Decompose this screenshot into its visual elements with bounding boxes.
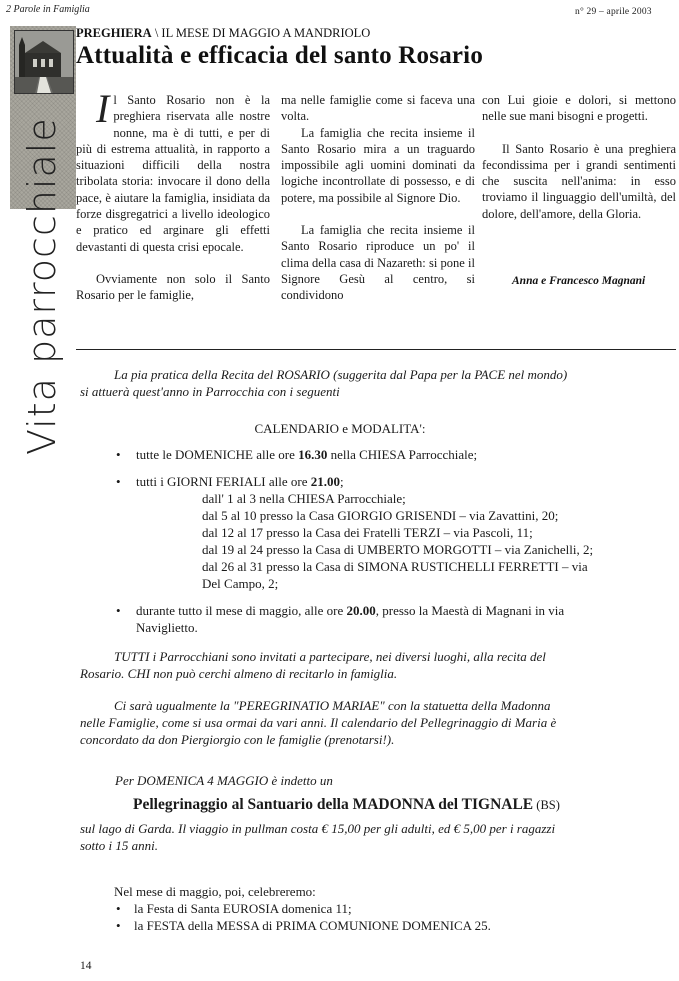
article-kicker — [76, 26, 370, 41]
province: (BS) — [533, 798, 560, 812]
schedule-line: dal 19 al 24 presso la Casa di UMBERTO MORGOTTI – via Zanichelli, 2; — [202, 542, 594, 557]
text-line: Ci sarà ugualmente la "PEREGRINATIO MARIAE" con la statuetta della Madonna — [114, 698, 551, 713]
pilgrimage-title — [133, 796, 560, 814]
schedule-line: dal 12 al 17 presso la Casa dei Fratelli TERZI – via Pascoli, 11; — [202, 525, 533, 540]
intro-line-2: si attuerà quest'anno in Parrocchia con i seguenti — [80, 384, 340, 399]
may-celebrations — [114, 883, 674, 934]
peregrinatio-paragraph — [80, 697, 676, 748]
page-number: 14 — [80, 960, 92, 972]
text-line: Rosario. CHI non può cerchi almeno di recitarlo in famiglia. — [80, 666, 398, 681]
weekday-schedule — [136, 490, 672, 592]
schedule-item-maesta — [112, 602, 672, 636]
article-column-2 — [281, 92, 475, 304]
time: 20.00 — [346, 603, 376, 618]
bullet-icon: • — [116, 603, 121, 618]
invitation-paragraph — [80, 648, 676, 682]
text-line: sul lago di Garda. Il viaggio in pullman costa € 15,00 per gli adulti, ed € 5,00 per i ragazzi — [80, 821, 556, 836]
may-event — [114, 900, 674, 917]
article-column-3 — [482, 92, 676, 222]
text-line: concordato da don Piergiorgio con le famiglie (prenotarsi!). — [80, 732, 395, 747]
schedule-line: dall' 1 al 3 nella CHIESA Parrocchiale; — [202, 491, 406, 506]
intro-line-1: La pia pratica della Recita del ROSARIO (suggerita dal Papa per la PACE nel mondo) — [114, 367, 568, 382]
time: 16.30 — [298, 447, 328, 462]
col2-paragraph-2: La famiglia che recita insieme il Santo Rosario mira a un traguardo impossibile agli uomini dominati da logiche incontrollate di possesso, e di potere, ma possibile al Signore Dio. — [281, 125, 475, 205]
bullet-icon: • — [116, 901, 121, 916]
bullet-icon: • — [116, 918, 121, 933]
calendar-heading: CALENDARIO e MODALITA': — [254, 421, 426, 436]
bullet-icon: • — [116, 474, 121, 489]
kicker-subtitle: \ IL MESE DI MAGGIO A MANDRIOLO — [151, 26, 371, 40]
may-intro: Nel mese di maggio, poi, celebreremo: — [114, 884, 316, 899]
text: tutte le DOMENICHE alle ore — [136, 447, 299, 462]
col1-paragraph-2: Ovviamente non solo il Santo Rosario per le famiglie, — [76, 271, 270, 303]
article-title: Attualità e efficacia del santo Rosario — [76, 42, 484, 69]
publication-name: 2 Parole in Famiglia — [6, 4, 90, 15]
pilgrimage-details — [80, 820, 676, 854]
church-photo-icon — [14, 30, 74, 94]
col1-paragraph-1: l Santo Rosario non è la preghiera riservata alle nostre nonne, ma è di tutti, e per di più di estrema attualità, in rapporto a situazioni difficili della nostra tribolata storia: invocare il dono della pace, è aiutare la famiglia, insidiata da forze disgregatrici a livello ideologico e pratico ed arginare gli effetti devastanti di questa crisi epocale. — [76, 93, 270, 254]
text: tutti i GIORNI FERIALI alle ore — [136, 474, 311, 489]
schedule-line: dal 5 al 10 presso la Casa GIORGIO GRISENDI – via Zavattini, 20; — [202, 508, 559, 523]
text: nella CHIESA Parrocchiale; — [327, 447, 478, 462]
issue-date: n° 29 – aprile 2003 — [575, 7, 652, 17]
notice-intro — [80, 366, 676, 400]
section-label: Vita parrocchiale — [20, 117, 64, 455]
kicker-category: PREGHIERA — [76, 26, 152, 40]
drop-cap: I — [96, 86, 110, 131]
text: , presso la Maestà di Magnani in via — [375, 603, 565, 618]
schedule-item-sundays — [112, 446, 672, 463]
schedule-line: Del Campo, 2; — [202, 576, 279, 591]
may-event — [114, 917, 674, 934]
text: durante tutto il mese di maggio, alle ore — [136, 603, 347, 618]
text-line: sotto i 15 anni. — [80, 838, 159, 853]
pilgrimage-intro: Per DOMENICA 4 MAGGIO è indetto un — [115, 773, 333, 788]
schedule-list — [112, 446, 672, 636]
text-line: TUTTI i Parrocchiani sono invitati a partecipare, nei diversi luoghi, alla recita del — [114, 649, 546, 664]
schedule-line: dal 26 al 31 presso la Casa di SIMONA RUSTICHELLI FERRETTI – via — [202, 559, 588, 574]
text: la Festa di Santa EUROSIA domenica 11; — [134, 901, 352, 916]
text-line: nelle Famiglie, come si usa ormai da vari anni. Il calendario del Pellegrinaggio di Maria è — [80, 715, 557, 730]
col2-paragraph-1: ma nelle famiglie come si faceva una volta. — [281, 93, 475, 124]
text: la FESTA della MESSA di PRIMA COMUNIONE DOMENICA 25. — [134, 918, 491, 933]
time: 21.00 — [310, 474, 340, 489]
text: Pellegrinaggio al Santuario della MADONNA del TIGNALE — [133, 796, 534, 813]
article-signature: Anna e Francesco Magnani — [512, 275, 646, 287]
maesta-line-2: Naviglietto. — [136, 620, 198, 635]
col3-paragraph-2: Il Santo Rosario è una preghiera fecondissima per i grandi sentimenti che suscita nell'anima: in esso troviamo il linguaggio dell'umiltà, del dolore, dell'amore, della Gloria. — [482, 141, 676, 221]
article-column-1 — [76, 86, 270, 304]
bullet-icon: • — [116, 447, 121, 462]
text: ; — [340, 474, 344, 489]
col3-paragraph-1: con Lui gioie e dolori, si mettono nelle sue mani bisogni e progetti. — [482, 93, 676, 124]
col2-paragraph-3: La famiglia che recita insieme il Santo Rosario riproduce un po' il clima della casa di Nazareth: si pone il Signore Gesù al centro, si condividono — [281, 223, 475, 303]
section-divider — [76, 349, 676, 350]
schedule-item-weekdays — [112, 473, 672, 592]
